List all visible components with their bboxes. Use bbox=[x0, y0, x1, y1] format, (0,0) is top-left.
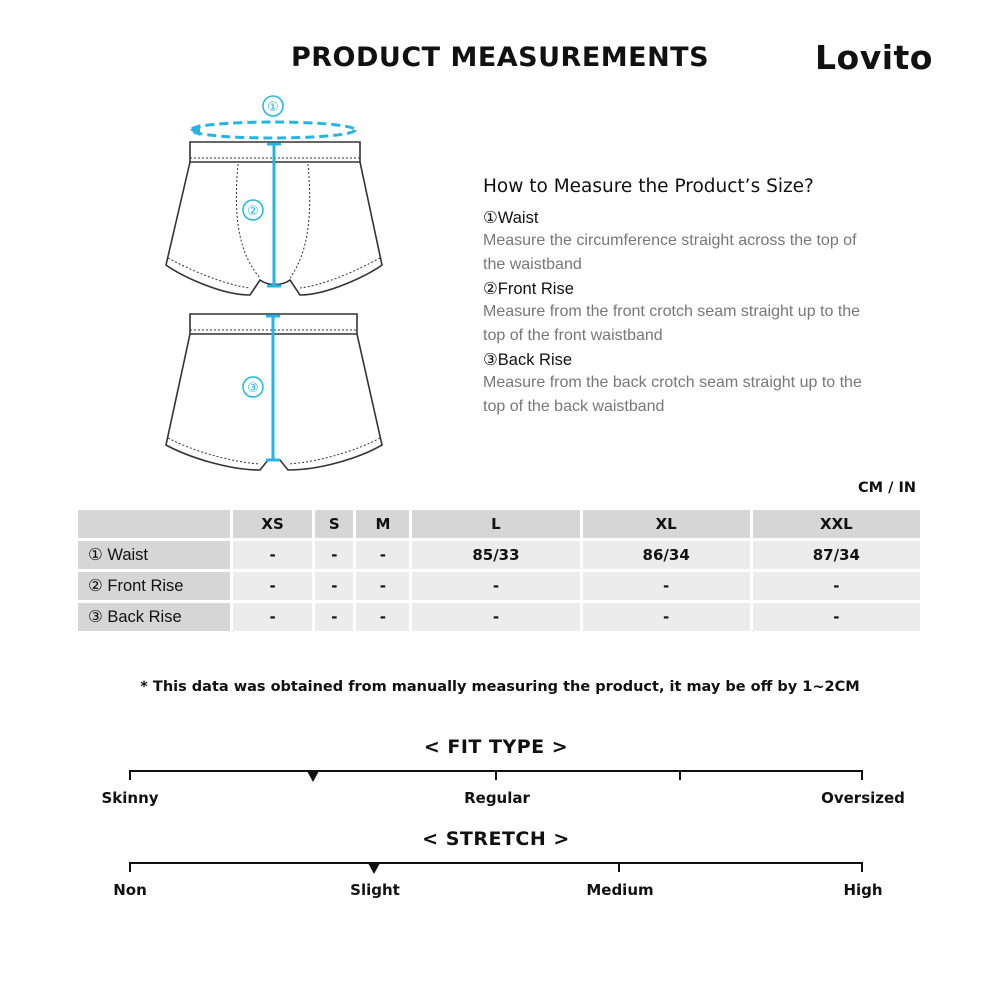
how-to-measure bbox=[483, 176, 883, 420]
stretch-scale-line bbox=[129, 862, 863, 864]
table-cell: - bbox=[356, 541, 409, 569]
marker-1-label: ① bbox=[267, 100, 279, 115]
stretch-label-slight: Slight bbox=[350, 881, 400, 899]
stretch-tick bbox=[861, 862, 863, 872]
table-cell: - bbox=[315, 603, 353, 631]
stretch-title: < STRETCH > bbox=[422, 828, 570, 850]
fit-type-title: < FIT TYPE > bbox=[423, 736, 569, 758]
measurement-note: * This data was obtained from manually measuring the product, it may be off by 1~2CM bbox=[140, 679, 860, 695]
table-cell: - bbox=[583, 572, 750, 600]
table-cell: - bbox=[412, 603, 579, 631]
fit-type-tick bbox=[129, 770, 131, 780]
stretch-tick bbox=[129, 862, 131, 872]
table-cell: - bbox=[356, 572, 409, 600]
table-cell: 87/34 bbox=[753, 541, 920, 569]
front-rise-title: ②Front Rise bbox=[483, 280, 574, 298]
stretch-label-high: High bbox=[843, 881, 883, 899]
fit-type-tick bbox=[861, 770, 863, 780]
waist-title: ①Waist bbox=[483, 209, 539, 227]
back-rise-title: ③Back Rise bbox=[483, 351, 573, 369]
table-cell: - bbox=[233, 541, 312, 569]
brand-logo: Lovito bbox=[815, 38, 933, 77]
table-cell: - bbox=[233, 603, 312, 631]
stretch-indicator bbox=[368, 863, 380, 874]
row-label-waist: ① Waist bbox=[78, 541, 230, 569]
waist-arrow-head bbox=[190, 124, 200, 136]
size-header-s: S bbox=[315, 510, 353, 538]
back-rise-description: Measure from the back crotch seam straight up to the top of the back waistband bbox=[483, 374, 862, 415]
fit-label-oversized: Oversized bbox=[821, 789, 905, 807]
unit-label: CM / IN bbox=[858, 480, 916, 496]
table-cell: - bbox=[753, 572, 920, 600]
table-cell: - bbox=[233, 572, 312, 600]
table-row bbox=[78, 603, 920, 631]
how-to-heading: How to Measure the Product’s Size? bbox=[483, 176, 814, 197]
table-cell: - bbox=[583, 603, 750, 631]
stretch-label-non: Non bbox=[113, 881, 147, 899]
size-header-m: M bbox=[356, 510, 409, 538]
size-header-row bbox=[78, 510, 920, 538]
fit-label-regular: Regular bbox=[464, 789, 530, 807]
table-cell: - bbox=[412, 572, 579, 600]
marker-2-label: ② bbox=[247, 204, 259, 219]
fit-type-tick bbox=[495, 770, 497, 780]
waist-description: Measure the circumference straight across the top of the waistband bbox=[483, 232, 857, 273]
table-row bbox=[78, 572, 920, 600]
stretch-tick bbox=[618, 862, 620, 872]
row-label-back-rise: ③ Back Rise bbox=[78, 603, 230, 631]
size-header-xl: XL bbox=[583, 510, 750, 538]
measurement-diagram bbox=[150, 90, 400, 485]
row-label-front-rise: ② Front Rise bbox=[78, 572, 230, 600]
table-cell: 85/33 bbox=[412, 541, 579, 569]
marker-3-label: ③ bbox=[247, 381, 259, 396]
table-cell: - bbox=[753, 603, 920, 631]
table-cell: 86/34 bbox=[583, 541, 750, 569]
page-title: PRODUCT MEASUREMENTS bbox=[290, 42, 710, 73]
size-header-xxl: XXL bbox=[753, 510, 920, 538]
table-cell: - bbox=[315, 572, 353, 600]
front-rise-description: Measure from the front crotch seam straight up to the top of the front waistband bbox=[483, 303, 861, 344]
size-table bbox=[75, 507, 923, 634]
fit-type-tick bbox=[679, 770, 681, 780]
fit-label-skinny: Skinny bbox=[101, 789, 159, 807]
table-row bbox=[78, 541, 920, 569]
table-cell: - bbox=[356, 603, 409, 631]
size-header-l: L bbox=[412, 510, 579, 538]
waist-measure-ellipse bbox=[191, 122, 355, 138]
stretch-label-medium: Medium bbox=[586, 881, 654, 899]
header-corner bbox=[78, 510, 230, 538]
table-cell: - bbox=[315, 541, 353, 569]
fit-type-indicator bbox=[307, 771, 319, 782]
size-header-xs: XS bbox=[233, 510, 312, 538]
